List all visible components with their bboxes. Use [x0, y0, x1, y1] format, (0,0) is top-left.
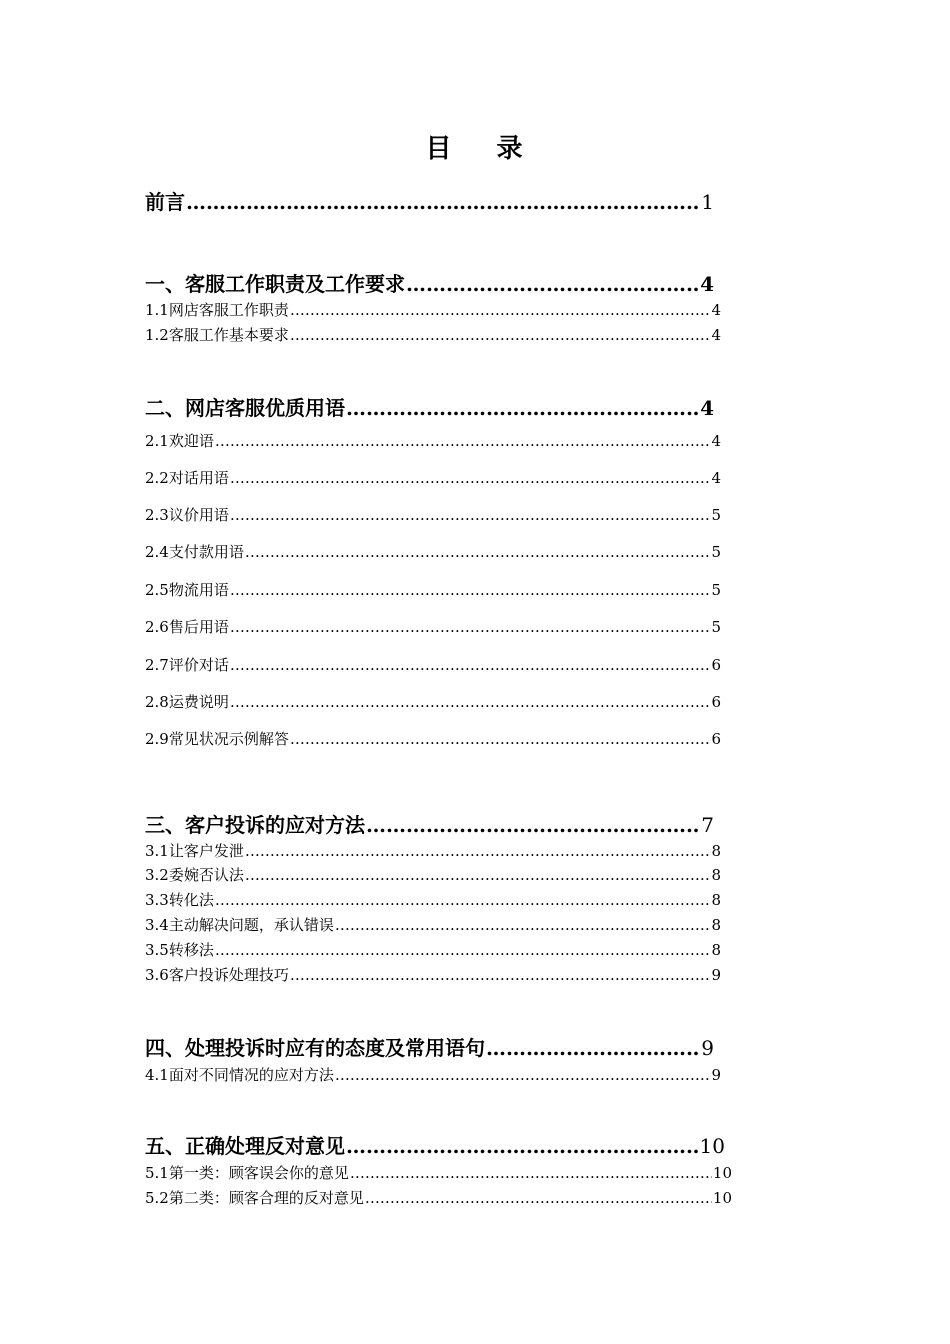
leader-dots: [230, 618, 711, 636]
toc-label: 2.1欢迎语: [145, 432, 214, 450]
toc-entry-4-1[interactable]: [145, 1064, 721, 1086]
toc-label: 1.1网店客服工作职责: [145, 301, 289, 319]
toc-page: 8: [711, 866, 721, 884]
toc-entry-section-3[interactable]: [145, 809, 714, 837]
toc-label: 3.2委婉否认法: [145, 866, 244, 884]
toc-entry-2-7[interactable]: [145, 654, 721, 676]
leader-dots: [486, 1036, 700, 1060]
toc-label: 1.2客服工作基本要求: [145, 326, 289, 344]
toc-entry-3-6[interactable]: [145, 964, 721, 986]
toc-entry-2-8[interactable]: [145, 691, 721, 713]
leader-dots: [350, 1164, 712, 1182]
toc-label: 3.4主动解决问题，承认错误: [145, 916, 334, 934]
leader-dots: [230, 581, 711, 599]
leader-dots: [346, 396, 699, 420]
toc-label: 一、客服工作职责及工作要求: [145, 272, 405, 296]
toc-label: 3.3转化法: [145, 891, 214, 909]
leader-dots: [365, 1189, 712, 1207]
toc-entry-2-3[interactable]: [145, 504, 721, 526]
toc-entry-3-2[interactable]: [145, 864, 721, 886]
leader-dots: [245, 842, 711, 860]
toc-page: 8: [711, 842, 721, 860]
toc-page: 4: [711, 469, 721, 487]
toc-label: 前言: [145, 190, 185, 214]
leader-dots: [245, 543, 711, 561]
leader-dots: [215, 941, 711, 959]
toc-entry-2-4[interactable]: [145, 541, 721, 563]
leader-dots: [290, 301, 711, 319]
leader-dots: [230, 693, 711, 711]
toc-page: 5: [711, 506, 721, 524]
leader-dots: [366, 813, 700, 837]
toc-page: 1: [701, 190, 714, 214]
toc-entry-2-9[interactable]: [145, 728, 721, 750]
toc-entry-3-3[interactable]: [145, 889, 721, 911]
toc-page: 4: [711, 326, 721, 344]
toc-entry-2-6[interactable]: [145, 616, 721, 638]
toc-page: 5: [711, 581, 721, 599]
leader-dots: [215, 891, 711, 909]
toc-entry-2-2[interactable]: [145, 467, 721, 489]
toc-page: 9: [711, 966, 721, 984]
leader-dots: [346, 1134, 699, 1158]
toc-label: 2.2对话用语: [145, 469, 229, 487]
toc-page: 10: [699, 1134, 725, 1158]
toc-label: 3.1让客户发泄: [145, 842, 244, 860]
toc-entry-3-4[interactable]: [145, 914, 721, 936]
toc-page: 10: [712, 1164, 732, 1182]
toc-page: 10: [712, 1189, 732, 1207]
toc-page: 9: [701, 1036, 714, 1060]
leader-dots: [290, 966, 711, 984]
toc-entry-1-1[interactable]: [145, 299, 721, 321]
toc-entry-preface[interactable]: [145, 186, 714, 214]
toc-label: 2.4支付款用语: [145, 543, 244, 561]
toc-label: 2.8运费说明: [145, 693, 229, 711]
leader-dots: [335, 916, 711, 934]
toc-label: 2.9常见状况示例解答: [145, 730, 289, 748]
toc-page: 4: [700, 396, 714, 420]
toc-label: 4.1面对不同情况的应对方法: [145, 1066, 334, 1084]
toc-label: 五、正确处理反对意见: [145, 1134, 345, 1158]
leader-dots: [230, 469, 711, 487]
toc-page: 9: [711, 1066, 721, 1084]
toc-entry-section-5[interactable]: [145, 1130, 725, 1158]
toc-label: 三、客户投诉的应对方法: [145, 813, 365, 837]
toc-page: 6: [711, 693, 721, 711]
toc-label: 3.6客户投诉处理技巧: [145, 966, 289, 984]
toc-entry-3-1[interactable]: [145, 840, 721, 862]
leader-dots: [186, 190, 700, 214]
toc-entry-section-1[interactable]: [145, 268, 714, 296]
toc-label: 3.5转移法: [145, 941, 214, 959]
toc-label: 2.7评价对话: [145, 656, 229, 674]
toc-label: 2.6售后用语: [145, 618, 229, 636]
toc-entry-section-4[interactable]: [145, 1032, 714, 1060]
leader-dots: [290, 730, 711, 748]
leader-dots: [406, 272, 699, 296]
toc-entry-5-1[interactable]: [145, 1162, 732, 1184]
toc-page: 4: [711, 301, 721, 319]
toc-entry-2-1[interactable]: [145, 430, 721, 452]
toc-page: 6: [711, 656, 721, 674]
toc-page: 4: [711, 432, 721, 450]
leader-dots: [290, 326, 711, 344]
toc-page: 7: [701, 813, 714, 837]
toc-page: 5: [711, 618, 721, 636]
toc-label: 四、处理投诉时应有的态度及常用语句: [145, 1036, 485, 1060]
toc-page: 8: [711, 941, 721, 959]
toc-page: 6: [711, 730, 721, 748]
toc-label: 5.1第一类：顾客误会你的意见: [145, 1164, 349, 1182]
toc-entry-3-5[interactable]: [145, 939, 721, 961]
toc-label: 2.3议价用语: [145, 506, 229, 524]
toc-page: 8: [711, 916, 721, 934]
toc-page: 8: [711, 891, 721, 909]
toc-entry-1-2[interactable]: [145, 324, 721, 346]
leader-dots: [230, 656, 711, 674]
page-title: 目 录: [425, 134, 541, 164]
leader-dots: [335, 1066, 711, 1084]
toc-label: 2.5物流用语: [145, 581, 229, 599]
toc-label: 5.2第二类：顾客合理的反对意见: [145, 1189, 364, 1207]
leader-dots: [230, 506, 711, 524]
toc-page: 5: [711, 543, 721, 561]
toc-entry-5-2[interactable]: [145, 1187, 732, 1209]
toc-entry-section-2[interactable]: [145, 392, 714, 420]
leader-dots: [215, 432, 711, 450]
toc-page: 4: [700, 272, 714, 296]
toc-entry-2-5[interactable]: [145, 579, 721, 601]
toc-label: 二、网店客服优质用语: [145, 396, 345, 420]
leader-dots: [245, 866, 711, 884]
